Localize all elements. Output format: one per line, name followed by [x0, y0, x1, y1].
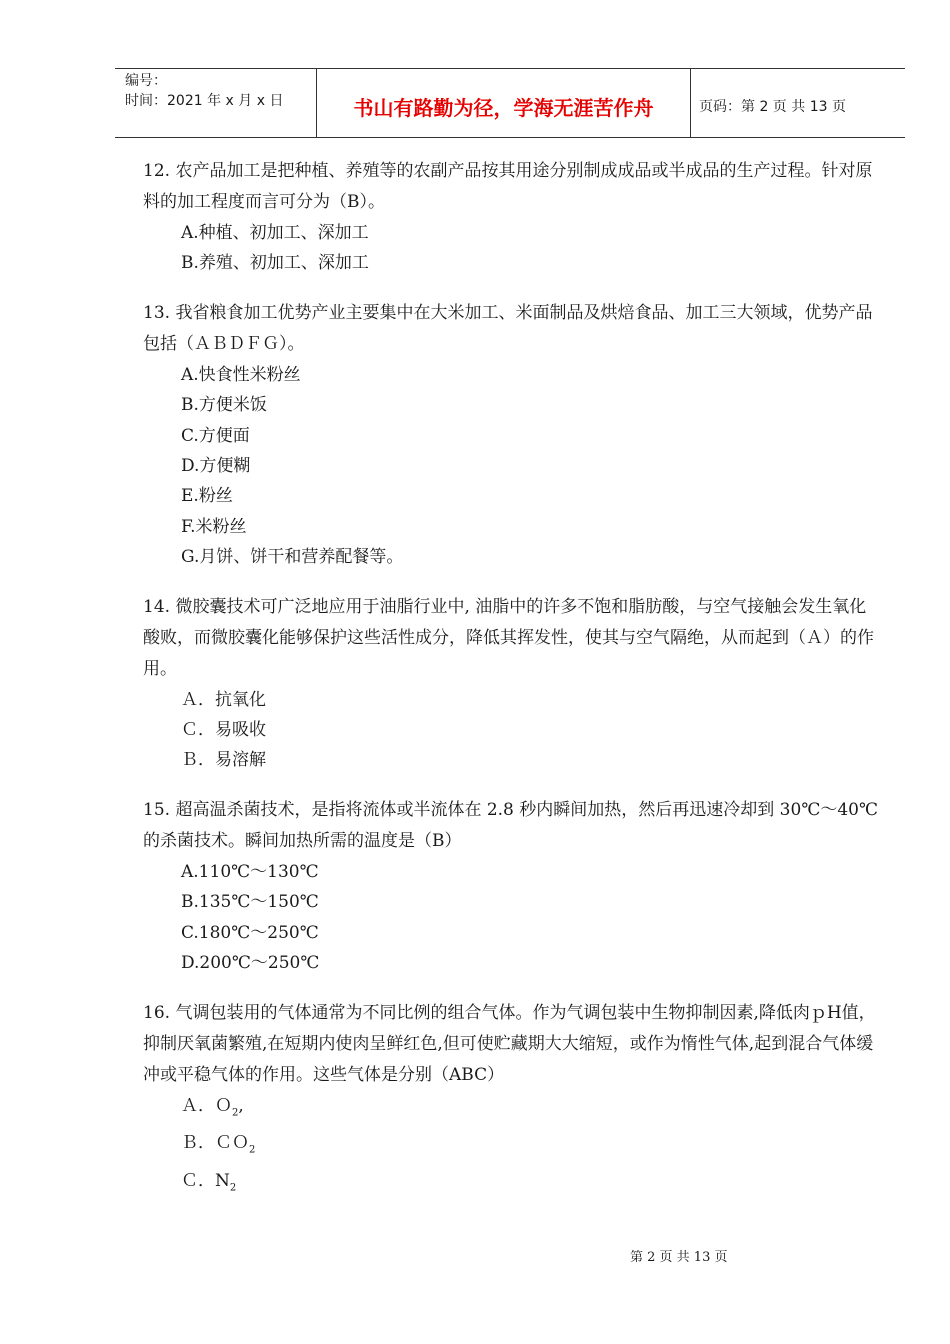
question-option: G.月饼、饼干和营养配餐等。	[181, 547, 404, 568]
question-option: Ａ．抗氧化	[181, 689, 266, 710]
question-option: D.方便糊	[181, 456, 251, 477]
question-option: B.方便米饭	[181, 395, 267, 416]
option-main: Ｃ．N	[181, 1171, 230, 1192]
question-option: A.种植、初加工、深加工	[181, 223, 369, 243]
question-stem: 14. 微胶囊技术可广泛地应用于油脂行业中, 油脂中的许多不饱和脂肪酸，与空气接触会发生氧化酸败，而微胶囊化能够保护这些活性成分，降低其挥发性，使其与空气隔绝，从而起到（Ａ）的作用。	[143, 596, 874, 679]
header-meta	[115, 69, 317, 137]
question-option	[181, 1128, 883, 1166]
document-number-label: 编号：	[125, 73, 167, 89]
question-option: C.方便面	[181, 425, 250, 446]
question-stem: 12. 农产品加工是把种植、养殖等的农副产品按其用途分别制成成品或半成品的生产过程。针对原料的加工程度而言可分为（B）。	[143, 161, 873, 212]
question-option: A.110℃～130℃	[181, 861, 319, 882]
question-option: C.180℃～250℃	[181, 922, 319, 943]
question-option: A.快食性米粉丝	[181, 364, 301, 385]
question-option	[181, 1091, 883, 1129]
question-option: F.米粉丝	[181, 516, 247, 537]
option-subscript: 2	[229, 1182, 237, 1194]
question-option: D.200℃～250℃	[181, 953, 320, 974]
option-main: Ａ．Ｏ	[181, 1095, 232, 1116]
question-list	[143, 156, 883, 1223]
header-page-info: 页码：第 2 页 共 13 页	[699, 99, 846, 115]
question-option: B.135℃～150℃	[181, 892, 319, 913]
page-footer: 第 2 页 共 13 页	[630, 1250, 728, 1265]
question-stem: 15. 超高温杀菌技术，是指将流体或半流体在 2.8 秒内瞬间加热，然后再迅速冷却到 30℃～40℃的杀菌技术。瞬间加热所需的温度是（B）	[143, 799, 878, 851]
question-12	[143, 156, 883, 279]
option-subscript: 2	[232, 1106, 239, 1118]
option-subscript: 2	[249, 1144, 256, 1156]
question-13	[143, 298, 883, 573]
document-time-label: 时间：2021 年 x 月 x 日	[125, 93, 284, 109]
question-15	[143, 795, 883, 979]
question-option	[181, 1166, 883, 1204]
option-tail: ,	[238, 1095, 244, 1116]
question-option: B.养殖、初加工、深加工	[181, 253, 369, 274]
option-main: Ｂ．ＣＯ	[181, 1133, 249, 1154]
question-stem: 16. 气调包装用的气体通常为不同比例的组合气体。作为气调包装中生物抑制因素,降低肉ｐH值，抑制厌氧菌繁殖,在短期内使肉呈鲜红色,但可使贮藏期大大缩短，或作为惰性气体,起到混合气体缓冲或平稳气体的作用。这些气体是分别（ABC）	[143, 1002, 876, 1085]
question-option: Ｂ．易溶解	[181, 750, 266, 771]
header-motto-cell	[317, 69, 691, 137]
page-header	[115, 68, 905, 138]
header-page-info-cell	[691, 69, 905, 137]
question-option: Ｃ．易吸收	[181, 720, 266, 741]
question-option: E.粉丝	[181, 486, 233, 507]
question-14	[143, 592, 883, 776]
question-stem: 13. 我省粮食加工优势产业主要集中在大米加工、米面制品及烘焙食品、加工三大领域，优势产品包括（ＡＢＤＦＧ）。	[143, 302, 873, 354]
header-motto: 书山有路勤为径，学海无涯苦作舟	[353, 95, 654, 120]
question-16	[143, 998, 883, 1204]
